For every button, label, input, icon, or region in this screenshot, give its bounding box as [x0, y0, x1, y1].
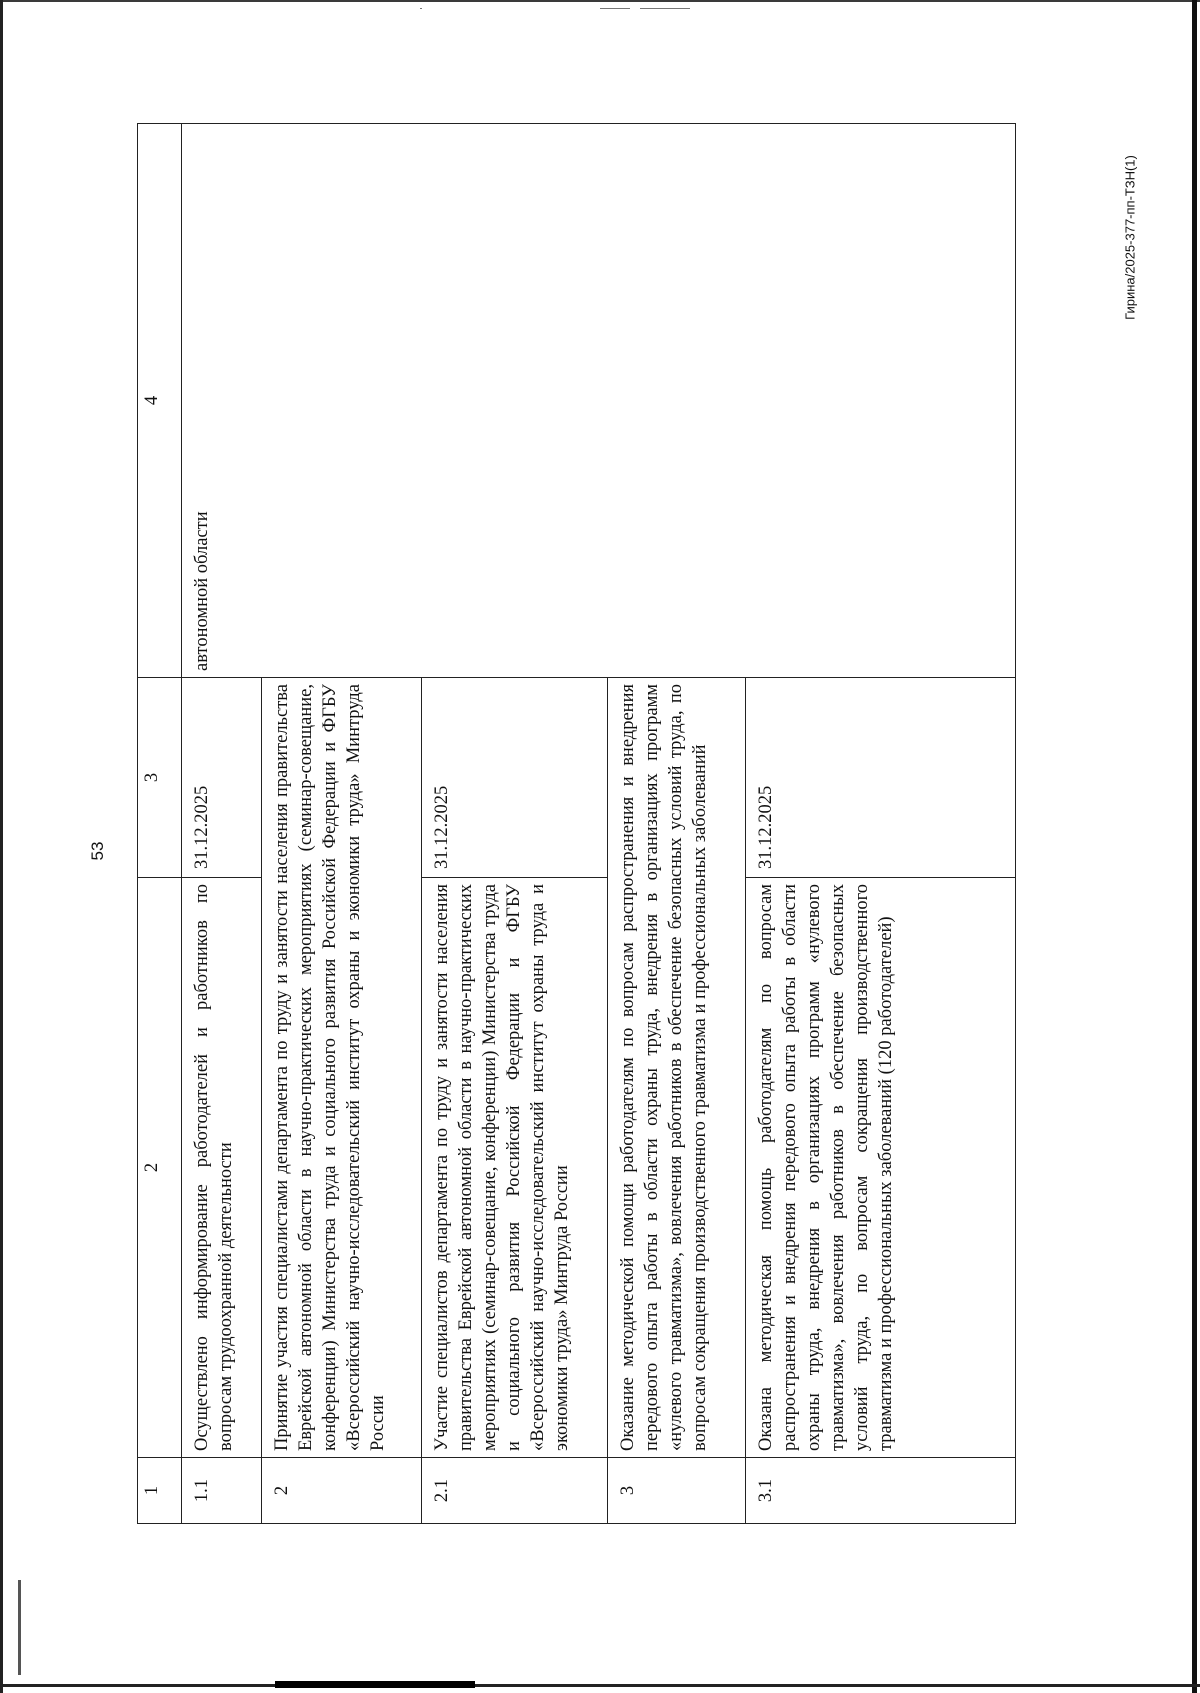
row-number: 2 — [262, 1458, 422, 1524]
scan-artifact-top-2 — [600, 8, 630, 9]
row-date: 31.12.2025 — [422, 678, 608, 878]
page-edge-bottom — [0, 1684, 1200, 1687]
header-col-3: 3 — [138, 678, 182, 878]
row-number: 2.1 — [422, 1458, 608, 1524]
header-col-4: 4 — [138, 124, 182, 678]
document-code: Гирина/2025-377-пп-ТЗН(1) — [1122, 155, 1138, 320]
row-note: автономной области — [182, 124, 1016, 678]
page-edge-left — [0, 0, 3, 1693]
header-col-1: 1 — [138, 1458, 182, 1524]
header-col-2: 2 — [138, 878, 182, 1458]
scan-artifact-bottom — [275, 1681, 475, 1688]
scan-artifact-top-3 — [640, 8, 690, 9]
row-text: Участие специалистов департамента по труду и занятости населения правительства Еврейской автономной области в научно-практических мероприятиях (семинар-совещание, конференции) Министерства труда и социального развития Российской Федерации и ФГБУ «Всероссийский научно-исследовательский институт охраны труда и экономики труда» Минтруда России — [422, 878, 608, 1458]
row-number: 1.1 — [182, 1458, 262, 1524]
row-number: 3.1 — [746, 1458, 1016, 1524]
scan-artifact-left — [18, 1580, 21, 1675]
row-text: Оказание методической помощи работодателям по вопросам распространения и внедрения передового опыта работы в области охраны труда, внедрения в организациях программ «нулевого травматизма», вовлечения работников в обеспечение безопасных условий труда, по вопросам сокращения производственного травматизма и профессиональных заболеваний — [608, 678, 746, 1458]
row-date: 31.12.2025 — [746, 678, 1016, 878]
row-number: 3 — [608, 1458, 746, 1524]
row-text: Принятие участия специалистами департамента по труду и занятости населения правительства Еврейской автономной области в научно-практических мероприятиях (семинар-совещание, конференции) Министерства труда и социального развития Российской Федерации и ФГБУ «Всероссийский научно-исследовательский институт охраны и экономики труда» Минтруда России — [262, 678, 422, 1458]
row-date: 31.12.2025 — [182, 678, 262, 878]
table-header-row — [138, 124, 182, 1524]
table-row — [182, 124, 262, 1524]
page-edge-top — [0, 0, 1200, 2]
plan-table — [137, 123, 1016, 1524]
row-text: Осуществлено информирование работодателей и работников по вопросам трудоохранной деятельности — [182, 878, 262, 1458]
plan-table-wrapper — [137, 124, 1015, 1524]
scan-artifact-top-1 — [420, 8, 422, 9]
page-edge-right — [1192, 0, 1197, 1693]
row-text: Оказана методическая помощь работодателям по вопросам распространения и внедрения передового опыта работы в области охраны труда, внедрения в организациях программ «нулевого травматизма», вовлечения работников в обеспечение безопасных условий труда, по вопросам сокращения производственного травматизма и профессиональных заболеваний (120 работодателей) — [746, 878, 1016, 1458]
page-number: 53 — [88, 841, 107, 861]
